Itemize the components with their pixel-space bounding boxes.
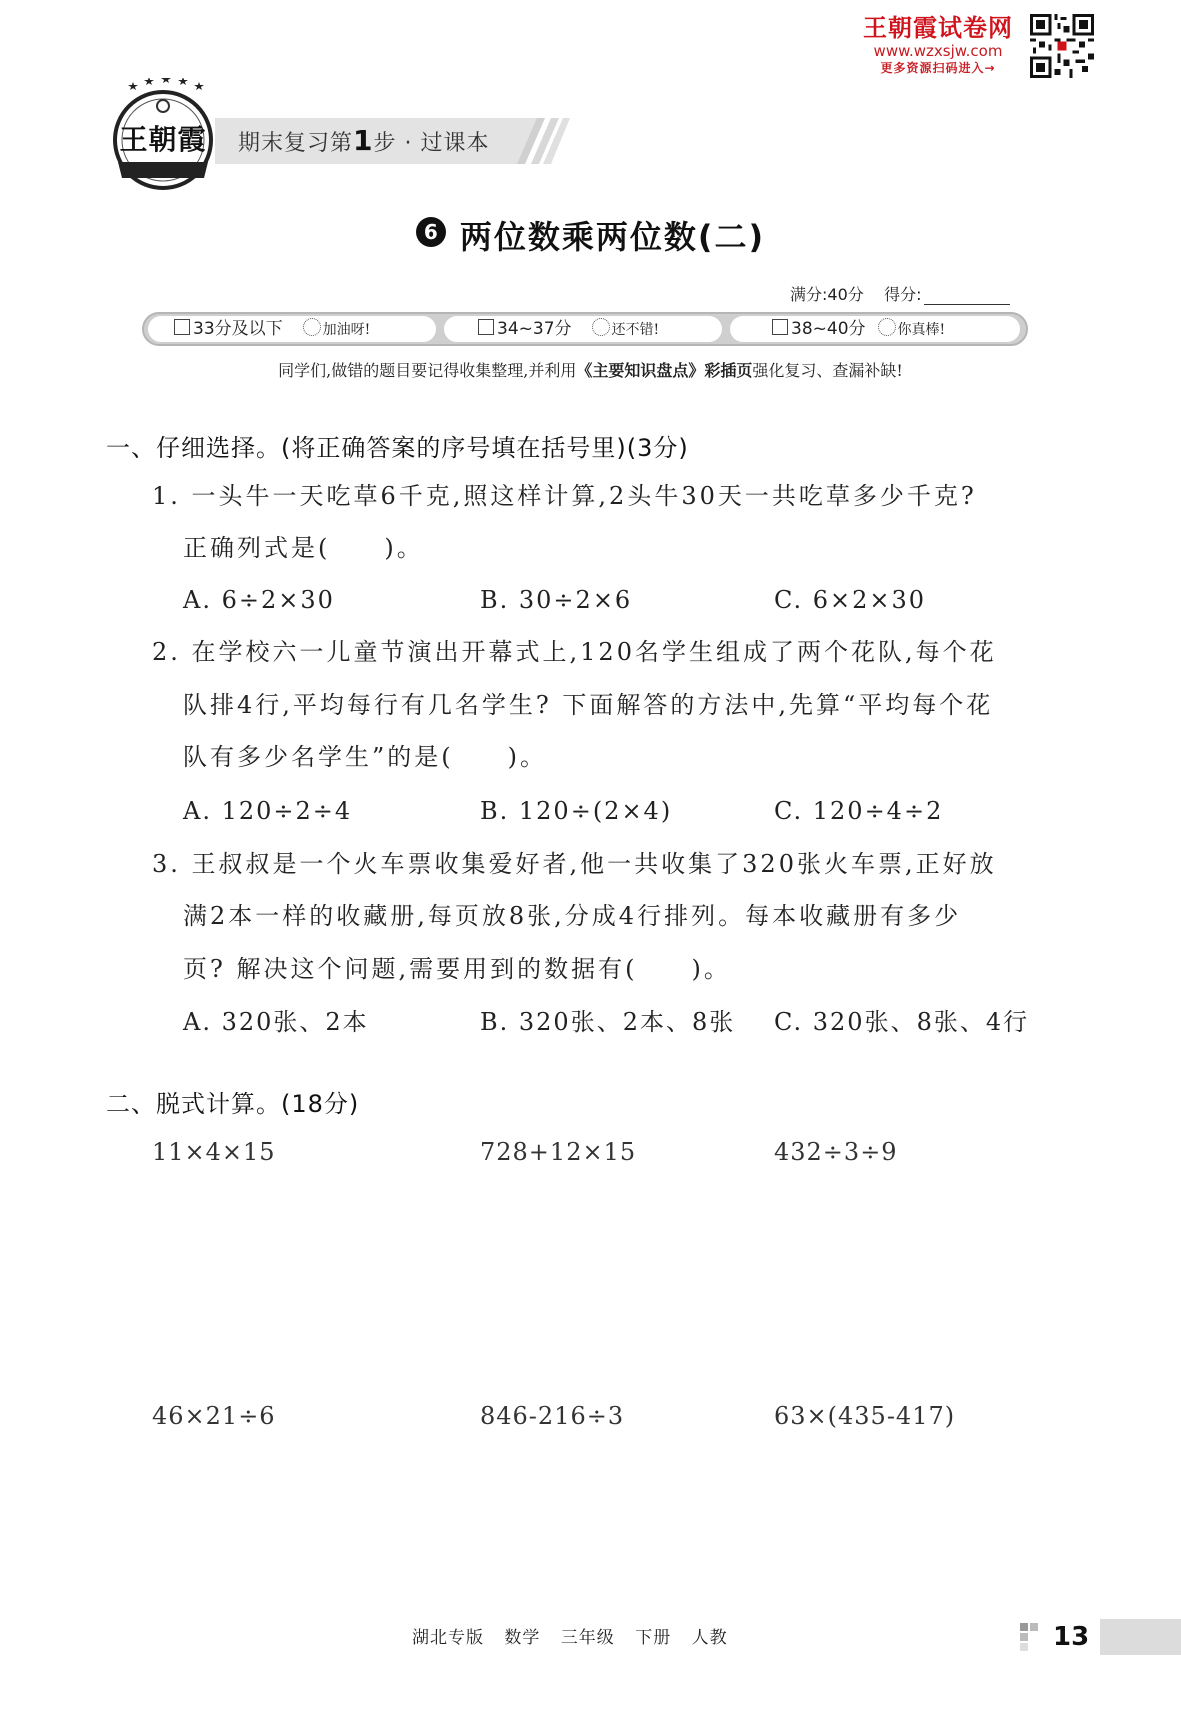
brand-title: 王朝霞试卷网	[863, 14, 1013, 42]
score-label: 得分:	[884, 285, 922, 304]
question-2-option-b: B. 120÷(2×4)	[480, 797, 673, 825]
calc-item: 728+12×15	[480, 1138, 637, 1166]
tip-pre: 同学们,做错的题目要记得收集整理,并利用	[278, 361, 577, 380]
page-title	[0, 212, 1181, 258]
question-3-option-b: B. 320张、2本、8张	[480, 1008, 736, 1036]
brand-block	[848, 14, 1028, 76]
title-number-badge: 6	[416, 217, 446, 247]
brand-url[interactable]: www.wzxsjw.com	[873, 42, 1003, 60]
rating-message: 加油呀!	[322, 322, 371, 338]
question-1-option-b: B. 30÷2×6	[480, 586, 633, 614]
face-icon	[878, 318, 896, 336]
rating-range: 33分及以下	[193, 319, 283, 339]
rating-item-3	[772, 316, 945, 343]
score-blank[interactable]	[924, 286, 1010, 305]
question-1-line-2[interactable]: 正确列式是( )。	[183, 534, 424, 562]
logo-name: 王朝霞	[119, 123, 207, 156]
question-3-line-2: 满2本一样的收藏册,每页放8张,分成4行排列。每本收藏册有多少	[183, 902, 962, 930]
footer-edition: 湖北专版 数学 三年级 下册 人教	[412, 1628, 728, 1648]
question-3-line-1: 3. 王叔叔是一个火车票收集爱好者,他一共收集了320张火车票,正好放	[152, 850, 997, 878]
question-2-line-2: 队排4行,平均每行有几名学生? 下面解答的方法中,先算“平均每个花	[183, 691, 994, 719]
question-2-option-a: A. 120÷2÷4	[183, 797, 353, 825]
face-icon	[592, 318, 610, 336]
rating-message: 你真棒!	[897, 322, 946, 338]
header-title	[238, 124, 489, 161]
page-number-band	[1020, 1619, 1181, 1655]
section-2-heading: 二、脱式计算。(18分)	[106, 1090, 360, 1118]
score-line	[790, 282, 1010, 305]
header-pre: 期末复习第	[238, 131, 354, 156]
section-1-heading: 一、仔细选择。(将正确答案的序号填在括号里)(3分)	[106, 434, 689, 462]
calc-item: 46×21÷6	[152, 1402, 276, 1430]
checkbox-icon[interactable]	[478, 319, 494, 335]
question-1-option-a: A. 6÷2×30	[183, 586, 335, 614]
calc-item: 11×4×15	[152, 1138, 276, 1166]
checkbox-icon[interactable]	[772, 319, 788, 335]
question-3-option-c: C. 320张、8张、4行	[774, 1008, 1030, 1036]
qr-code-icon[interactable]	[1030, 14, 1094, 78]
question-2-line-1: 2. 在学校六一儿童节演出开幕式上,120名学生组成了两个花队,每个花	[152, 638, 997, 666]
face-icon	[303, 318, 321, 336]
title-text: 两位数乘两位数(二)	[459, 218, 766, 256]
tip-line	[0, 358, 1181, 381]
brand-tip: 更多资源扫码进入→	[880, 61, 996, 75]
full-score: 满分:40分	[790, 285, 864, 304]
rating-range: 34~37分	[497, 319, 572, 339]
header-post: 步 · 过课本	[373, 131, 490, 156]
tip-bold: 《主要知识盘点》彩插页	[576, 361, 753, 380]
tip-post: 强化复习、查漏补缺!	[752, 361, 903, 380]
checkbox-icon[interactable]	[174, 319, 190, 335]
header-step: 1	[353, 124, 374, 157]
question-2-option-c: C. 120÷4÷2	[774, 797, 944, 825]
calc-item: 432÷3÷9	[774, 1138, 898, 1166]
calc-item: 63×(435-417)	[774, 1402, 956, 1430]
rating-item-2	[478, 316, 659, 343]
page-number: 13	[1053, 1622, 1090, 1652]
rating-item-1	[174, 316, 370, 343]
rating-message: 还不错!	[611, 322, 660, 338]
question-1-option-c: C. 6×2×30	[774, 586, 927, 614]
question-2-line-3[interactable]: 队有多少名学生”的是( )。	[183, 743, 547, 771]
calc-item: 846-216÷3	[480, 1402, 625, 1430]
question-1-line-1: 1. 一头牛一天吃草6千克,照这样计算,2头牛30天一共吃草多少千克?	[152, 482, 977, 510]
question-3-line-3[interactable]: 页? 解决这个问题,需要用到的数据有( )。	[183, 955, 731, 983]
rating-range: 38~40分	[791, 319, 866, 339]
question-3-option-a: A. 320张、2本	[183, 1008, 369, 1036]
